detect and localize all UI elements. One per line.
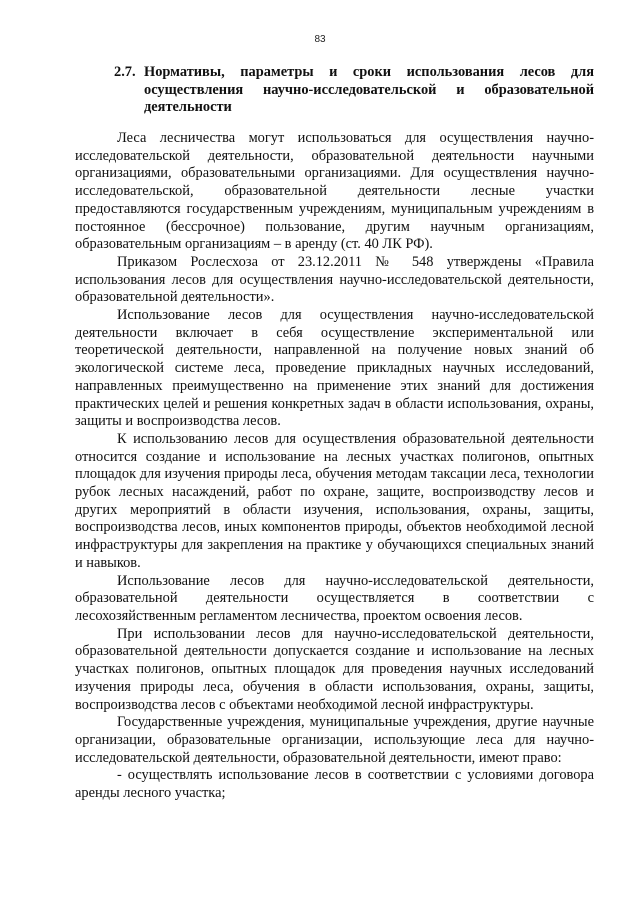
paragraph: К использованию лесов для осуществления образовательной деятельности относится создание и использование на лесных участках полигонов, опытных площадок для изучения природы леса, обучения методам таксации леса, технологии рубок лесных насаждений, работ по охране, защите, воспроизводству лесов и других мероприятий в области изучения, использования, охраны, защиты, воспроизводства лесов, иных компонентов природы, объектов необходимой лесной инфраструктуры для закрепления на практике у обучающихся специальных знаний и навыков. [75, 430, 594, 571]
section-heading [114, 64, 594, 117]
page-number: 83 [314, 34, 326, 45]
section-title: Нормативы, параметры и сроки использования лесов для осуществления научно-исследовательской и образовательной деятельности [144, 64, 594, 115]
paragraph: Приказом Рослесхоза от 23.12.2011 № 548 утверждены «Правила использования лесов для осуществления научно-исследовательской деятельности, образовательной деятельности». [75, 253, 594, 306]
paragraph: Государственные учреждения, муниципальные учреждения, другие научные организации, образовательные организации, использующие леса для научно-исследовательской деятельности, образовательной деятельности, имеют право: [75, 714, 594, 766]
paragraph: Леса лесничества могут использоваться для осуществления научно-исследовательской деятельности, образовательной деятельности научными организациями, образовательными организациями. Для осуществления научно-исследовательской, образовательной деятельности лесные участки предоставляются государственным учреждениям, муниципальным учреждениям в постоянное (бессрочное) пользование, другим научным организациям, образовательным организациям – в аренду (ст. 40 ЛК РФ). [75, 130, 594, 253]
paragraph: Использование лесов для осуществления научно-исследовательской деятельности включает в себя осуществление экспериментальной или теоретической деятельности, направленной на получение новых знаний об экологической системе леса, проведение прикладных научных исследований, направленных преимущественно на применение этих знаний для достижения практических целей и решения конкретных задач в области использования, охраны, защиты и воспроизводства лесов. [75, 307, 594, 430]
paragraph: При использовании лесов для научно-исследовательской деятельности, образовательной деятельности допускается создание и использование на лесных участках полигонов, опытных площадок для проведения научных исследований изучения природы леса, обучения в области использования, охраны, защиты, воспроизводства лесов с объектами необходимой лесной инфраструктуры. [75, 625, 594, 713]
section-number: 2.7. [114, 64, 136, 80]
body-text [75, 130, 594, 803]
paragraph: - осуществлять использование лесов в соответствии с условиями договора аренды лесного участка; [75, 767, 594, 802]
paragraph: Использование лесов для научно-исследовательской деятельности, образовательной деятельности осуществляется в соответствии с лесохозяйственным регламентом лесничества, проектом освоения лесов. [75, 572, 594, 624]
